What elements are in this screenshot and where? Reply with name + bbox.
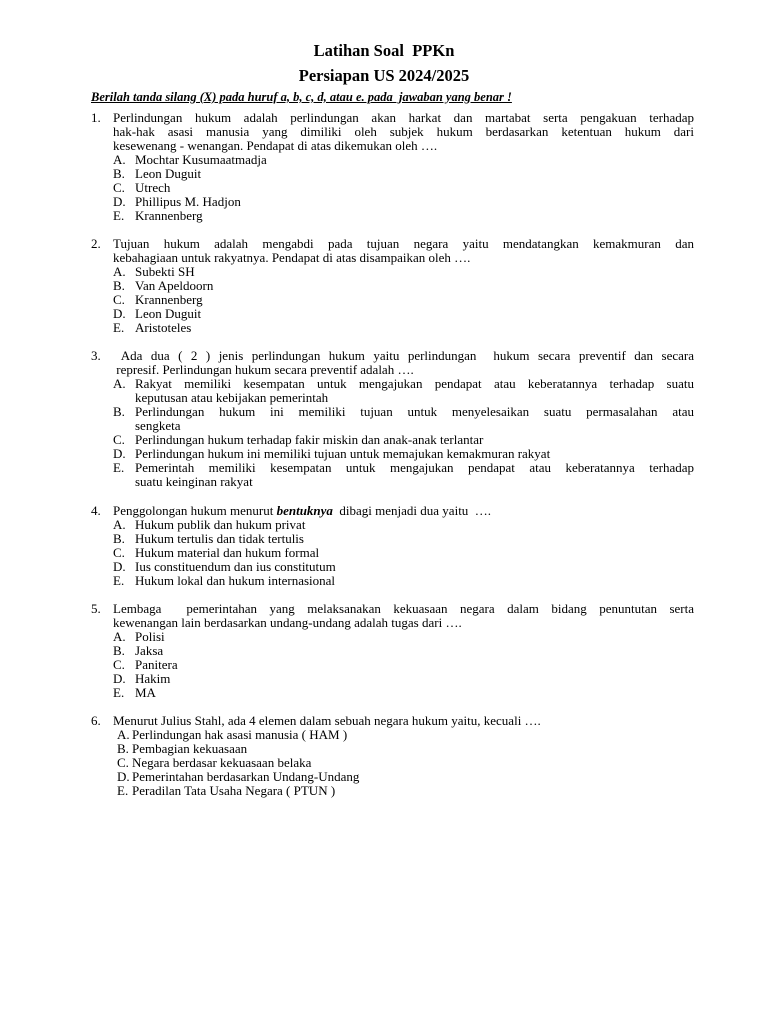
option-letter: C. [113, 657, 125, 672]
option-letter: D. [113, 194, 126, 209]
option-letter: C. [113, 545, 125, 560]
question-stem [113, 714, 694, 728]
option-text: Hukum material dan hukum formal [135, 545, 320, 560]
question-stem [113, 504, 694, 518]
option-text: Peradilan Tata Usaha Negara ( PTUN ) [132, 783, 336, 798]
option-text: Krannenberg [135, 292, 203, 307]
document-subtitle: Persiapan US 2024/2025 [298, 66, 470, 85]
option-line: suatu keinginan rakyat [135, 474, 253, 489]
stem-line: hak-hak asasi manusia yang dimiliki oleh subjek hukum berdasarkan ketentuan hukum dari [113, 124, 694, 139]
option-c[interactable] [113, 293, 694, 307]
option-letter: A. [113, 629, 126, 644]
option-letter: E. [113, 320, 125, 335]
option-letter: A. [113, 152, 126, 167]
option-letter: A. [113, 264, 126, 279]
options-list [113, 630, 694, 700]
question-stem [113, 349, 694, 377]
option-c[interactable] [113, 433, 694, 447]
option-letter: C. [117, 755, 129, 770]
option-line: keputusan atau kebijakan pemerintah [135, 390, 329, 405]
stem-line: kesewenang - wenangan. Pendapat di atas dikemukan oleh …. [113, 138, 438, 153]
option-text: Subekti SH [135, 264, 195, 279]
option-text: Perlindungan hak asasi manusia ( HAM ) [132, 727, 348, 742]
option-letter: E. [113, 685, 125, 700]
stem-line: Menurut Julius Stahl, ada 4 elemen dalam sebuah negara hukum yaitu, kecuali …. [113, 713, 541, 728]
option-a[interactable] [113, 377, 694, 405]
option-text [135, 377, 694, 405]
option-b[interactable] [113, 405, 694, 433]
option-a[interactable] [113, 518, 694, 532]
option-letter: B. [113, 404, 125, 419]
option-letter: C. [113, 432, 125, 447]
option-letter: E. [113, 460, 125, 475]
option-letter: D. [113, 559, 126, 574]
option-letter: B. [113, 643, 125, 658]
option-text: Hakim [135, 671, 171, 686]
option-text [135, 433, 694, 447]
option-letter: E. [113, 208, 125, 223]
option-e[interactable] [113, 321, 694, 335]
option-b[interactable] [113, 644, 694, 658]
stem-text-pre: Penggolongan hukum menurut [113, 503, 277, 518]
option-text: Pemerintahan berdasarkan Undang-Undang [132, 769, 360, 784]
option-text: MA [135, 685, 156, 700]
option-e[interactable] [113, 574, 694, 588]
option-letter: D. [113, 671, 126, 686]
stem-line: Lembaga pemerintahan yang melaksanakan kekuasaan negara dalam bidang penuntutan serta [113, 601, 694, 616]
option-letter: B. [113, 531, 125, 546]
options-list [113, 518, 694, 588]
option-text: Hukum lokal dan hukum internasional [135, 573, 336, 588]
instruction-text: Berilah tanda silang (X) pada huruf a, b, c, d, atau e. pada jawaban yang benar ! [91, 90, 512, 104]
question-number: 5. [91, 601, 101, 616]
options-list [113, 153, 694, 223]
stem-text-post: dibagi menjadi dua yaitu …. [332, 503, 492, 518]
option-text: Leon Duguit [135, 306, 202, 321]
option-line: Pemerintah memiliki kesempatan untuk mengajukan pendapat atau keberatannya terhadap [135, 460, 694, 475]
option-text: Van Apeldoorn [135, 278, 214, 293]
option-e[interactable] [113, 209, 694, 223]
option-a[interactable] [113, 728, 694, 742]
stem-line: represif. Perlindungan hukum secara preventif adalah …. [113, 362, 414, 377]
option-d[interactable] [113, 307, 694, 321]
option-c[interactable] [113, 546, 694, 560]
option-line: sengketa [135, 418, 181, 433]
option-b[interactable] [113, 279, 694, 293]
option-text: Mochtar Kusumaatmadja [135, 152, 267, 167]
option-text: Leon Duguit [135, 166, 202, 181]
option-c[interactable] [113, 658, 694, 672]
option-letter: C. [113, 180, 125, 195]
stem-line: kewenangan lain berdasarkan undang-undang adalah tugas dari …. [113, 615, 462, 630]
question-number: 6. [91, 713, 101, 728]
option-text: Panitera [135, 657, 178, 672]
option-letter: D. [117, 769, 130, 784]
option-e[interactable] [113, 784, 694, 798]
option-letter: A. [117, 727, 130, 742]
option-text: Utrech [135, 180, 171, 195]
option-letter: C. [113, 292, 125, 307]
question-number: 4. [91, 503, 101, 518]
question-number: 2. [91, 236, 101, 251]
option-letter: E. [117, 783, 129, 798]
stem-emphasis: bentuknya [276, 503, 333, 518]
option-letter: B. [113, 166, 125, 181]
question-stem [113, 237, 694, 265]
option-letter: E. [113, 573, 125, 588]
option-text: Krannenberg [135, 208, 203, 223]
option-text [135, 461, 694, 489]
option-c[interactable] [113, 181, 694, 195]
options-list [113, 377, 694, 489]
option-e[interactable] [113, 686, 694, 700]
option-d[interactable] [113, 447, 694, 461]
option-letter: D. [113, 306, 126, 321]
option-b[interactable] [113, 532, 694, 546]
option-text: Aristoteles [135, 320, 192, 335]
question-number: 3. [91, 348, 101, 363]
option-d[interactable] [113, 195, 694, 209]
option-text [135, 447, 694, 461]
document-title: Latihan Soal PPKn [313, 41, 455, 60]
option-b[interactable] [113, 742, 694, 756]
stem-line: Perlindungan hukum adalah perlindungan akan harkat dan martabat serta pengakuan terhadap [113, 110, 694, 125]
option-letter: B. [113, 278, 125, 293]
question-stem [113, 111, 694, 153]
option-a[interactable] [113, 153, 694, 167]
option-letter: A. [113, 517, 126, 532]
option-text: Negara berdasar kekuasaan belaka [132, 755, 312, 770]
option-line: Perlindungan hukum ini memiliki tujuan untuk memajukan kemakmuran rakyat [135, 446, 551, 461]
options-list [113, 265, 694, 335]
option-line: Rakyat memiliki kesempatan untuk mengajukan pendapat atau keberatannya terhadap suatu [135, 376, 694, 391]
option-text: Hukum tertulis dan tidak tertulis [135, 531, 304, 546]
option-text: Hukum publik dan hukum privat [135, 517, 306, 532]
option-d[interactable] [113, 770, 694, 784]
option-text: Pembagian kekuasaan [132, 741, 248, 756]
option-a[interactable] [113, 630, 694, 644]
option-line: Perlindungan hukum terhadap fakir miskin dan anak-anak terlantar [135, 432, 484, 447]
option-text: Polisi [135, 629, 165, 644]
question-stem [113, 602, 694, 630]
option-letter: B. [117, 741, 129, 756]
stem-line: kebahagiaan untuk rakyatnya. Pendapat di atas disampaikan oleh …. [113, 250, 471, 265]
option-b[interactable] [113, 167, 694, 181]
options-list [113, 728, 694, 798]
option-text: Phillipus M. Hadjon [135, 194, 241, 209]
option-text [135, 405, 694, 433]
option-text: Jaksa [135, 643, 164, 658]
option-d[interactable] [113, 672, 694, 686]
option-letter: D. [113, 446, 126, 461]
option-text: Ius constituendum dan ius constitutum [135, 559, 336, 574]
stem-line: Tujuan hukum adalah mengabdi pada tujuan negara yaitu mendatangkan kemakmuran dan [113, 236, 694, 251]
option-d[interactable] [113, 560, 694, 574]
stem-line: Ada dua ( 2 ) jenis perlindungan hukum yaitu perlindungan hukum secara preventif dan secara [113, 348, 694, 363]
option-a[interactable] [113, 265, 694, 279]
option-e[interactable] [113, 461, 694, 489]
option-line: Perlindungan hukum ini memiliki tujuan untuk menyelesaikan suatu permasalahan atau [135, 404, 694, 419]
option-c[interactable] [113, 756, 694, 770]
question-number: 1. [91, 110, 101, 125]
option-letter: A. [113, 376, 126, 391]
